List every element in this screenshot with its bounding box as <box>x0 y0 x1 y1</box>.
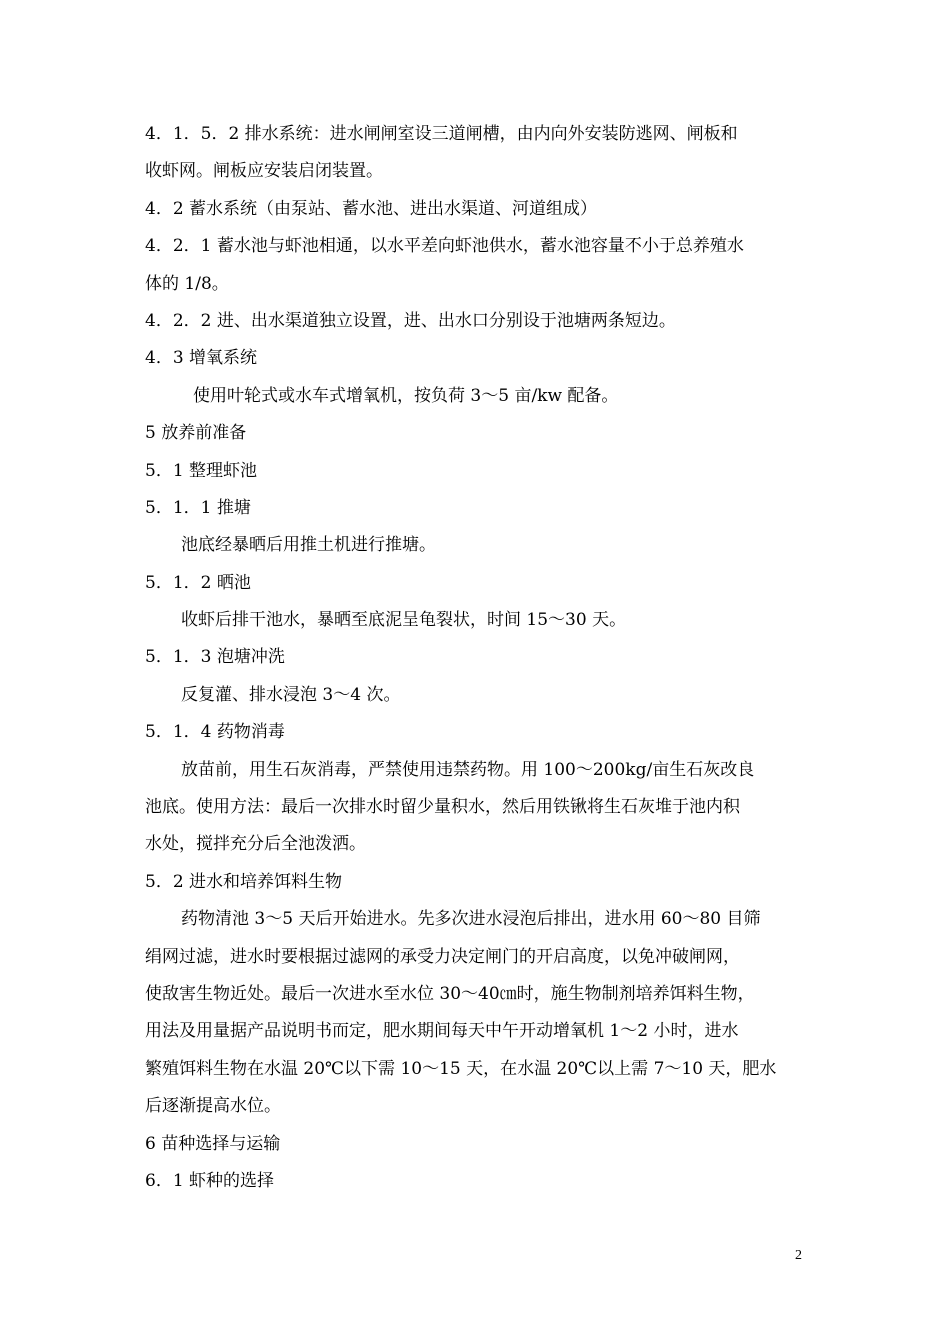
paragraph-line: 收虾网。闸板应安装启闭装置。 <box>145 161 383 182</box>
clause-heading-4-2-1: 4．2．1 蓄水池与虾池相通，以水平差向虾池供水，蓄水池容量不小于总养殖水 <box>145 236 744 257</box>
paragraph-line: 放苗前，用生石灰消毒，严禁使用违禁药物。用 100～200kg/亩生石灰改良 <box>181 759 755 780</box>
paragraph-line: 使用叶轮式或水车式增氧机，按负荷 3～5 亩/kw 配备。 <box>193 385 619 406</box>
section-heading-4-3: 4．3 增氧系统 <box>145 348 258 369</box>
paragraph-line: 反复灌、排水浸泡 3～4 次。 <box>181 684 401 705</box>
paragraph-line: 使敌害生物近处。最后一次进水至水位 30～40㎝时，施生物制剂培养饵料生物， <box>145 983 755 1004</box>
paragraph-line: 池底经暴晒后用推土机进行推塘。 <box>181 535 436 556</box>
section-heading-5-1: 5．1 整理虾池 <box>145 460 258 481</box>
paragraph-line: 池底。使用方法：最后一次排水时留少量积水，然后用铁锹将生石灰堆于池内积 <box>145 797 740 818</box>
paragraph-line: 水处，搅拌充分后全池泼洒。 <box>145 834 366 855</box>
section-heading-6-1: 6．1 虾种的选择 <box>145 1170 275 1191</box>
paragraph-line: 药物清池 3～5 天后开始进水。先多次进水浸泡后排出，进水用 60～80 目筛 <box>181 909 761 930</box>
clause-heading-5-1-1: 5．1．1 推塘 <box>145 497 251 518</box>
clause-heading-4-2-2: 4．2．2 进、出水渠道独立设置，进、出水口分别设于池塘两条短边。 <box>145 310 676 331</box>
paragraph-line: 用法及用量据产品说明书而定，肥水期间每天中午开动增氧机 1～2 小时，进水 <box>145 1021 739 1042</box>
paragraph-line: 体的 1/8。 <box>145 273 229 294</box>
page-number: 2 <box>795 1248 802 1263</box>
paragraph-line: 繁殖饵料生物在水温 20℃以下需 10～15 天，在水温 20℃以上需 7～10 天，肥水 <box>145 1058 777 1079</box>
clause-heading-5-1-2: 5．1．2 晒池 <box>145 572 251 593</box>
section-heading-5-2: 5．2 进水和培养饵料生物 <box>145 871 343 892</box>
document-body <box>145 116 810 1200</box>
clause-heading-4-1-5-2: 4．1．5．2 排水系统：进水闸闸室设三道闸槽，由内向外安装防逃网、闸板和 <box>145 124 738 144</box>
section-heading-4-2: 4．2 蓄水系统（由泵站、蓄水池、进出水渠道、河道组成） <box>145 198 598 219</box>
chapter-heading-5: 5 放养前准备 <box>145 423 247 444</box>
paragraph-line: 收虾后排干池水，暴晒至底泥呈龟裂状，时间 15～30 天。 <box>181 610 627 631</box>
chapter-heading-6: 6 苗种选择与运输 <box>145 1133 281 1154</box>
clause-heading-5-1-3: 5．1．3 泡塘冲洗 <box>145 647 285 668</box>
paragraph-line: 绢网过滤，进水时要根据过滤网的承受力决定闸门的开启高度，以免冲破闸网， <box>145 946 740 967</box>
clause-heading-5-1-4: 5．1．4 药物消毒 <box>145 722 285 743</box>
paragraph-line: 后逐渐提高水位。 <box>145 1096 281 1117</box>
